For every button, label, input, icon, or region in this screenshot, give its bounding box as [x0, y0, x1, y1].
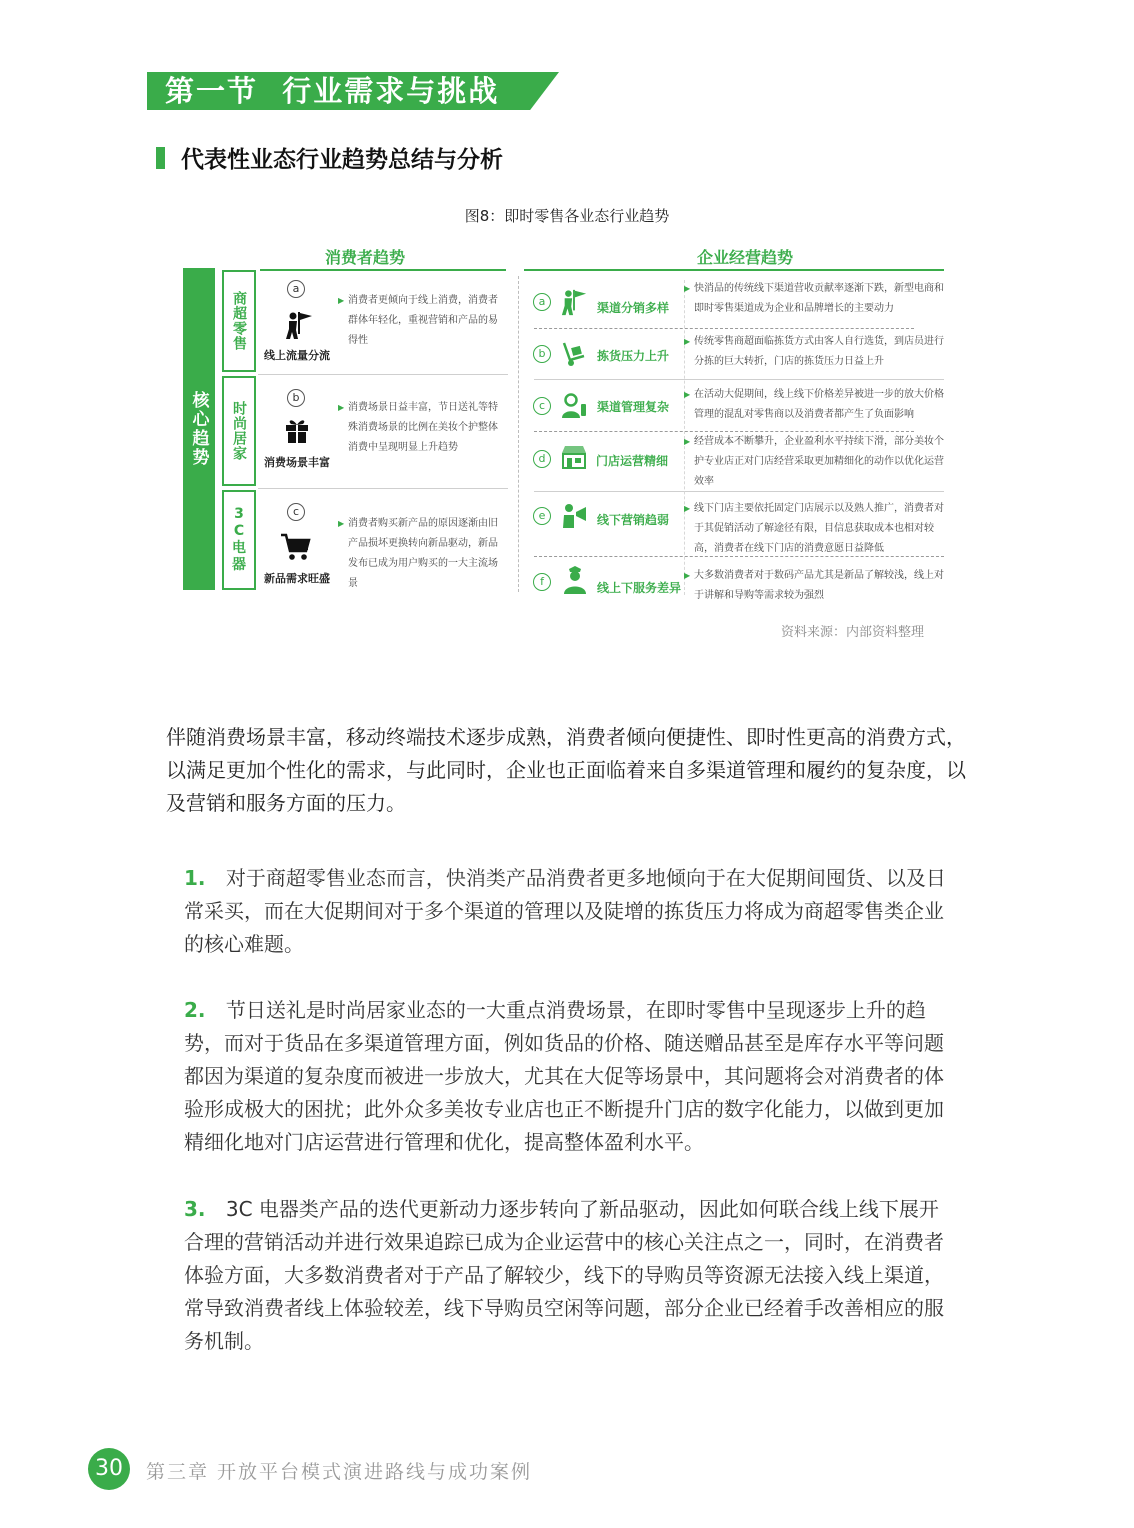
marker-c: c: [287, 503, 305, 521]
business-trend-desc: 在活动大促期间，线上线下价格差异被进一步的放大价格管理的混乱对零售商以及消费者都产生了负面影响: [694, 389, 944, 420]
person-megaphone-icon: [560, 502, 590, 534]
business-trend-label: 渠道分销多样: [597, 301, 670, 315]
business-trend-label: 拣货压力上升: [597, 349, 670, 363]
item-number: 2.: [184, 998, 206, 1022]
marker-b: b: [533, 345, 551, 363]
person-search-icon: [560, 392, 588, 424]
flag-person-icon: [284, 310, 314, 344]
list-item: [184, 862, 954, 961]
business-trend-desc: 线下门店主要依托固定门店展示以及熟人推广，消费者对于其促销活动了解途径有限，目信息获取成本也相对较高，消费者在线下门店的消费意愿日益降低: [694, 503, 944, 554]
bullet-arrow: ▶: [338, 519, 345, 528]
row-divider: [534, 379, 944, 380]
page-number: 30: [88, 1448, 130, 1490]
item-text: 3C 电器类产品的迭代更新动力逐步转向了新品驱动，因此如何联合线上线下展开合理的营销活动并进行效果追踪已成为企业运营中的核心关注点之一，同时，在消费者体验方面，大多数消费者对于产品了解较少，线下的导购员等资源无法接入线上渠道，常导致消费者线上体验较差，线下导购员空闲等问题，部分企业已经着手改善相应的服务机制。: [184, 1197, 944, 1353]
row-divider: [258, 374, 508, 375]
category-3c-electronics: [222, 490, 256, 590]
intro-paragraph: 伴随消费场景丰富，移动终端技术逐步成熟，消费者倾向便捷性、即时性更高的消费方式，以满足更加个性化的需求，与此同时，企业也正面临着来自多渠道管理和履约的复杂度，以及营销和服务方面的压力。: [166, 725, 966, 815]
core-trend-label: 核心趋势: [188, 391, 209, 467]
marker-e: e: [533, 507, 551, 525]
item-number: 1.: [184, 866, 206, 890]
business-trend-label: 渠道管理复杂: [597, 400, 670, 414]
icon-label: 新品需求旺盛: [264, 572, 330, 585]
list-item: [184, 994, 954, 1159]
store-icon: [559, 443, 589, 475]
figure-title: 图8：即时零售各业态行业趋势: [464, 207, 670, 225]
gift-icon: [283, 416, 311, 448]
consumer-header-line: [260, 269, 506, 271]
bullet-arrow: ▶: [684, 337, 691, 346]
business-trend-header: 企业经营趋势: [697, 248, 794, 267]
marker-c: c: [533, 397, 551, 415]
consumer-trend-header: 消费者趋势: [325, 248, 406, 267]
item-text: 节日送礼是时尚居家业态的一大重点消费场景，在即时零售中呈现逐步上升的趋势，而对于货品在多渠道管理方面，例如货品的价格、随送赠品甚至是库存水平等问题都因为渠道的复杂度而被进一步放大，尤其在大促等场景中，其问题将会对消费者的体验形成极大的困扰；此外众多美妆专业店也正不断提升门店的数字化能力，以做到更加精细化地对门店运营进行管理和优化，提高整体盈利水平。: [184, 998, 944, 1154]
bullet-arrow: ▶: [684, 571, 691, 580]
item-text: 对于商超零售业态而言，快消类产品消费者更多地倾向于在大促期间囤货、以及日常采买，而在大促期间对于多个渠道的管理以及陡增的拣货压力将成为商超零售类企业的核心难题。: [184, 866, 946, 956]
marker-b: b: [287, 389, 305, 407]
service-person-icon: [562, 565, 588, 599]
business-trend-desc: 经营成本不断攀升，企业盈利水平持续下滑，部分美妆个护专业店正对门店经营采取更加精细化的动作以优化运营效率: [694, 436, 944, 487]
flag-person-icon: [560, 288, 588, 320]
business-trend-desc: 快消品的传统线下渠道营收贡献率逐渐下跌，新型电商和即时零售渠道成为企业和品牌增长的主要动力: [694, 283, 944, 314]
icon-label: 线上流量分流: [264, 349, 330, 362]
category-fashion-home: [222, 376, 256, 486]
business-header-line: [524, 269, 944, 271]
business-trend-desc: 传统零售商超面临拣货方式由客人自行选货，到店员进行分拣的巨大转折，门店的拣货压力日益上升: [694, 336, 944, 367]
section-subtitle: 代表性业态行业趋势总结与分析: [181, 147, 503, 173]
marker-d: d: [533, 450, 551, 468]
chapter-title: 第三章 开放平台模式演进路线与成功案例: [146, 1461, 533, 1483]
category-label: 时尚居家: [231, 401, 247, 461]
business-trend-label: 线下营销趋弱: [597, 513, 670, 527]
bullet-arrow: ▶: [684, 504, 691, 513]
business-trend-label: 线上下服务差异: [597, 581, 682, 595]
figure-source: 资料来源：内部资料整理: [781, 625, 925, 640]
bullet-arrow: ▶: [684, 390, 691, 399]
marker-a: a: [533, 293, 551, 311]
bullet-arrow: ▶: [338, 296, 345, 305]
consumer-trend-desc: 消费者购买新产品的原因逐渐由旧产品损坏更换转向新品驱动，新品发布已成为用户购买的一大主流场景: [348, 518, 498, 589]
marker-a: a: [287, 280, 305, 298]
trolley-icon: [560, 340, 588, 372]
subtitle-marker: [156, 147, 165, 169]
column-divider: [518, 276, 519, 592]
bullet-arrow: ▶: [684, 284, 691, 293]
row-divider: [258, 488, 508, 489]
bullet-arrow: ▶: [338, 403, 345, 412]
bullet-arrow: ▶: [684, 437, 691, 446]
section-title: 第一节 行业需求与挑战: [165, 74, 500, 108]
category-supermarket: [222, 270, 256, 372]
business-trend-label: 门店运营精细: [596, 454, 669, 468]
category-label: 3C电器: [232, 506, 246, 573]
consumer-trend-desc: 消费者更倾向于线上消费，消费者群体年轻化，重视营销和产品的易得性: [348, 295, 498, 346]
marker-f: f: [533, 573, 551, 591]
icon-label: 消费场景丰富: [264, 456, 330, 469]
consumer-trend-desc: 消费场景日益丰富，节日送礼等特殊消费场景的比例在美妆个护整体消费中呈现明显上升趋势: [348, 402, 498, 453]
business-trend-desc: 大多数消费者对于数码产品尤其是新品了解较浅，线上对于讲解和导购等需求较为强烈: [694, 570, 944, 601]
list-item: [184, 1193, 954, 1358]
category-label: 商超零售: [231, 291, 247, 351]
item-number: 3.: [184, 1197, 206, 1221]
row-divider: [534, 328, 914, 329]
shopping-cart-icon: [280, 532, 312, 566]
